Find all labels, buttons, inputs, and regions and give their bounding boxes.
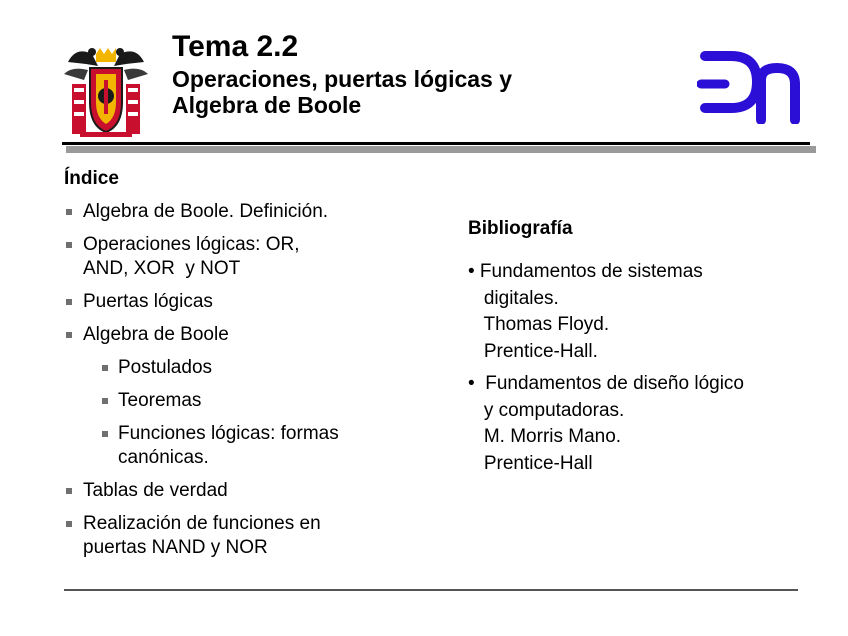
header-divider-shadow	[66, 146, 816, 153]
page-subtitle-line-1: Operaciones, puertas lógicas y	[172, 66, 513, 92]
page-title: Tema 2.2	[172, 30, 299, 63]
page-subtitle-line-2: Algebra de Boole	[172, 92, 362, 118]
bullet-icon	[102, 365, 108, 371]
index-subitem-postulates: Postulados	[64, 356, 394, 380]
footer-divider	[64, 589, 798, 591]
bibliography-entry-floyd: • Fundamentos de sistemas digitales. Thomas Floyd. Prentice-Hall.	[468, 261, 703, 362]
index-heading: Índice	[64, 168, 119, 189]
index-item-truth-tables: Tablas de verdad	[64, 479, 394, 503]
bullet-icon	[66, 521, 72, 527]
index-item-logic-operations: Operaciones lógicas: OR, AND, XOR y NOT	[64, 233, 394, 281]
bullet-icon	[66, 299, 72, 305]
index-subitem-theorems: Teoremas	[64, 389, 394, 413]
index-subitem-canonical-forms: Funciones lógicas: formas canónicas.	[64, 422, 394, 470]
index-item-boolean-algebra: Algebra de Boole	[64, 323, 394, 347]
header-titles	[172, 30, 512, 118]
index-item-nand-nor: Realización de funciones en puertas NAND y NOR	[64, 512, 394, 560]
bullet-icon	[66, 209, 72, 215]
bullet-icon	[102, 431, 108, 437]
index-list	[64, 200, 394, 569]
dn-logo-icon	[697, 44, 809, 124]
header-divider	[62, 142, 810, 145]
university-coat-of-arms-icon	[62, 40, 150, 138]
bibliography-heading: Bibliografía	[468, 218, 573, 239]
index-item-boole-definition: Algebra de Boole. Definición.	[64, 200, 394, 224]
bullet-icon	[102, 398, 108, 404]
bullet-icon	[66, 332, 72, 338]
bibliography-entry-mano: • Fundamentos de diseño lógico y computadoras. M. Morris Mano. Prentice-Hall	[468, 373, 744, 474]
bullet-icon	[66, 488, 72, 494]
bullet-icon	[66, 242, 72, 248]
index-item-logic-gates: Puertas lógicas	[64, 290, 394, 314]
